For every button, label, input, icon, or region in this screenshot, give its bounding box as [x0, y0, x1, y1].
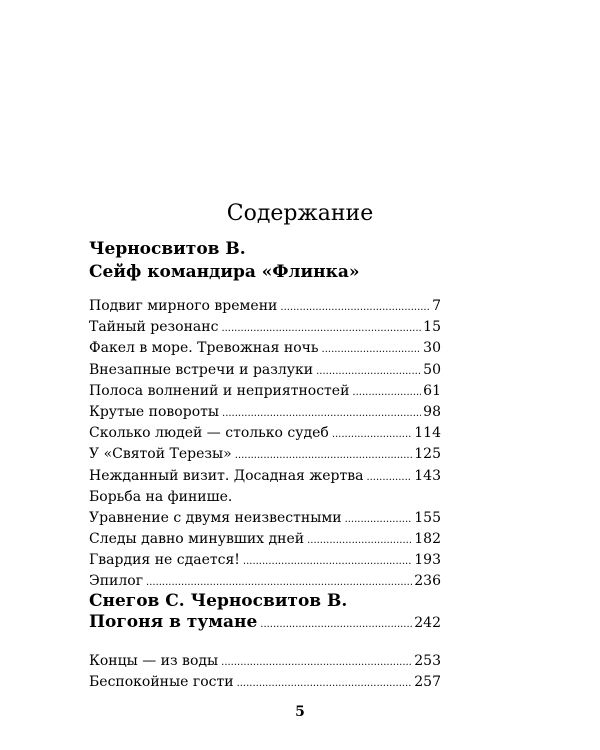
toc-entry-title: Следы давно минувших дней	[89, 531, 305, 548]
toc-entry-page: 7	[432, 298, 441, 314]
dot-leader	[221, 652, 412, 673]
toc-entry-page: 15	[423, 319, 441, 336]
dot-leader	[243, 551, 412, 572]
toc-entry-title: Тайный резонанс	[89, 319, 219, 336]
toc-entry-title: Концы — из воды	[89, 653, 219, 669]
book2-contents	[89, 651, 441, 693]
toc-entry-title: Борьба на финише.	[89, 488, 233, 505]
dot-leader	[345, 509, 413, 530]
toc-entry-title: Полоса волнений и неприятностей	[89, 382, 350, 399]
page-number: 5	[295, 704, 305, 720]
toc-entry-page: 155	[414, 509, 441, 526]
dot-leader	[222, 403, 421, 424]
toc-entry[interactable]	[89, 360, 441, 381]
book2-title-row[interactable]	[89, 611, 441, 636]
toc-entry-title: Нежданный визит. Досадная жертва	[89, 467, 364, 484]
toc-entry-page: 61	[423, 382, 441, 399]
toc-entry-page: 98	[423, 403, 441, 420]
book1-title: Сейф командира «Флинка»	[89, 262, 360, 282]
toc-entry[interactable]	[89, 550, 441, 571]
dot-leader	[352, 382, 421, 403]
toc-entry[interactable]	[89, 317, 441, 338]
toc-entry[interactable]	[89, 338, 441, 359]
toc-entry[interactable]	[89, 529, 441, 550]
toc-entry[interactable]	[89, 444, 441, 465]
book1-contents	[89, 296, 441, 593]
toc-entry-page: 236	[414, 573, 441, 590]
dot-leader	[366, 467, 412, 488]
dot-leader	[260, 613, 412, 636]
toc-entry-title: Беспокойные гости	[89, 674, 234, 691]
toc-entry-page: 143	[414, 467, 441, 484]
dot-leader	[221, 318, 421, 339]
toc-entry[interactable]	[89, 402, 441, 423]
dot-leader	[235, 445, 413, 466]
toc-entry[interactable]	[89, 466, 441, 487]
dot-leader	[237, 673, 413, 694]
toc-entry-page: 125	[414, 446, 441, 463]
toc-entry-page: 257	[414, 674, 441, 691]
toc-entry-title: У «Святой Терезы»	[89, 446, 232, 463]
dot-leader	[316, 361, 421, 382]
toc-entry[interactable]	[89, 381, 441, 402]
page-title: Содержание	[226, 201, 374, 226]
dot-leader	[280, 297, 430, 318]
toc-entry[interactable]	[89, 672, 441, 693]
toc-entry-title: Внезапные встречи и разлуки	[89, 361, 314, 378]
dot-leader	[307, 530, 412, 551]
toc-entry-page: 182	[414, 531, 441, 548]
toc-entry-title: Подвиг мирного времени	[89, 298, 278, 314]
toc-entry-page: 50	[423, 361, 441, 378]
toc-entry[interactable]	[89, 651, 441, 672]
toc-entry-page: 193	[414, 552, 441, 569]
toc-entry-page: 114	[414, 425, 441, 442]
toc-entry-page: 253	[414, 653, 441, 669]
book2-title: Погоня в тумане	[89, 612, 258, 632]
book1-author: Черносвитов В.	[89, 239, 246, 259]
toc-entry[interactable]	[89, 487, 441, 508]
toc-entry-page: 30	[423, 340, 441, 357]
book2-authors: Снегов С. Черносвитов В.	[89, 591, 348, 611]
dot-leader	[322, 339, 422, 360]
toc-entry-title: Сколько людей — столько судеб	[89, 425, 329, 442]
toc-entry[interactable]	[89, 508, 441, 529]
toc-entry-title: Гвардия не сдается!	[89, 552, 240, 569]
toc-entry[interactable]	[89, 423, 441, 444]
toc-entry-title: Уравнение с двумя неизвестными	[89, 509, 342, 526]
toc-entry-title: Эпилог	[89, 573, 144, 590]
toc-entry-title: Крутые повороты	[89, 403, 220, 420]
book2-page: 242	[414, 615, 441, 631]
toc-entry[interactable]	[89, 296, 441, 317]
toc-entry-title: Факел в море. Тревожная ночь	[89, 340, 319, 357]
dot-leader	[332, 424, 412, 445]
